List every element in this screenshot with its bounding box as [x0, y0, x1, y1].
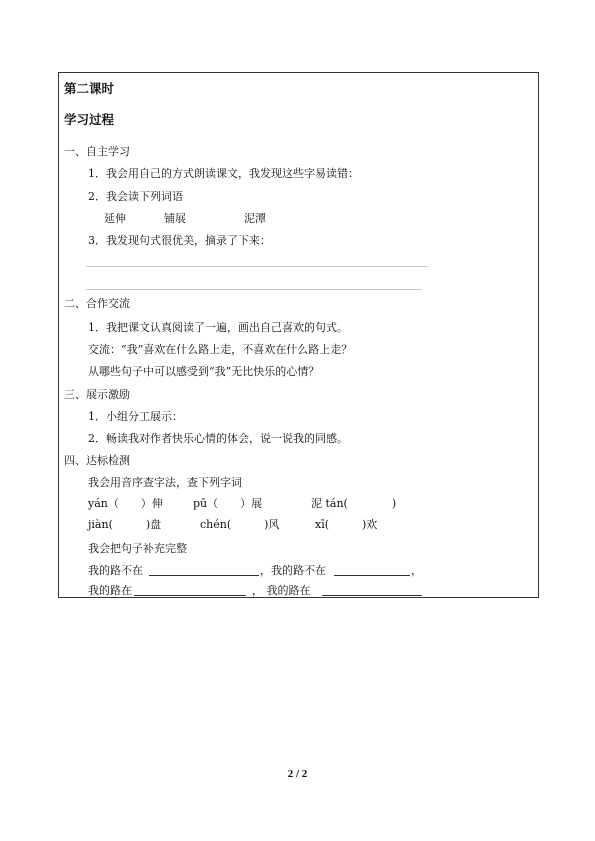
blank-4[interactable] — [322, 595, 422, 596]
word-1: 延伸 — [104, 212, 126, 225]
cooperation-line-3: 从哪些句子中可以感受到“我”无比快乐的心情？ — [88, 365, 320, 378]
blank-3[interactable] — [134, 595, 246, 596]
fill-row-2-part-a: 我的路在 — [88, 584, 132, 597]
fill-row-1-part-a: 我的路不在 — [88, 564, 143, 577]
word-2: 铺展 — [164, 212, 186, 225]
self-study-line-1: 1．我会用自己的方式朗读课文，我发现这些字易读错： — [88, 167, 359, 180]
pinyin-item-4: jiàn( )盘 — [88, 518, 162, 531]
presentation-line-2: 2．畅读我对作者快乐心情的体会，说一说我的同感。 — [88, 432, 348, 445]
pinyin-item-6: xī( )欢 — [315, 518, 378, 531]
fill-row-2-part-b: ， 我的路在 — [252, 584, 311, 597]
pinyin-item-1: yán（ ）伸 — [88, 497, 163, 510]
section-title-assessment: 四、达标检测 — [64, 454, 130, 467]
answer-rule-1 — [86, 266, 428, 267]
answer-rule-2 — [86, 289, 422, 290]
page-number: 2 / 2 — [287, 768, 308, 780]
presentation-line-1: 1．小组分工展示： — [88, 410, 183, 423]
fill-row-1-part-b: ，我的路不在 — [260, 564, 326, 577]
word-3: 泥潭 — [244, 212, 266, 225]
cooperation-line-1: 1．我把课文认真阅读了一遍，画出自己喜欢的句式。 — [88, 321, 348, 334]
section-title-self-study: 一、自主学习 — [64, 145, 130, 158]
assessment-line-1: 我会用音序查字法，查下列字词 — [88, 476, 242, 489]
self-study-line-3: 3．我发现句式很优美，摘录了下来： — [88, 234, 271, 247]
pinyin-item-2: pū（ ）展 — [193, 497, 263, 510]
assessment-line-2: 我会把句子补充完整 — [88, 542, 187, 555]
blank-1[interactable] — [149, 575, 259, 576]
lesson-heading: 第二课时 — [64, 81, 115, 96]
process-heading: 学习过程 — [64, 112, 115, 127]
section-title-cooperation: 二、合作交流 — [64, 297, 130, 310]
blank-2[interactable] — [334, 575, 410, 576]
cooperation-line-2: 交流：“我”喜欢在什么路上走，不喜欢在什么路上走？ — [88, 343, 353, 356]
section-title-presentation: 三、展示激励 — [64, 388, 130, 401]
pinyin-item-5: chén( )风 — [200, 518, 280, 531]
self-study-line-2: 2．我会读下列词语 — [88, 190, 183, 203]
pinyin-item-3: 泥 tán( ) — [311, 497, 397, 510]
fill-row-1-part-c: ， — [411, 564, 422, 577]
